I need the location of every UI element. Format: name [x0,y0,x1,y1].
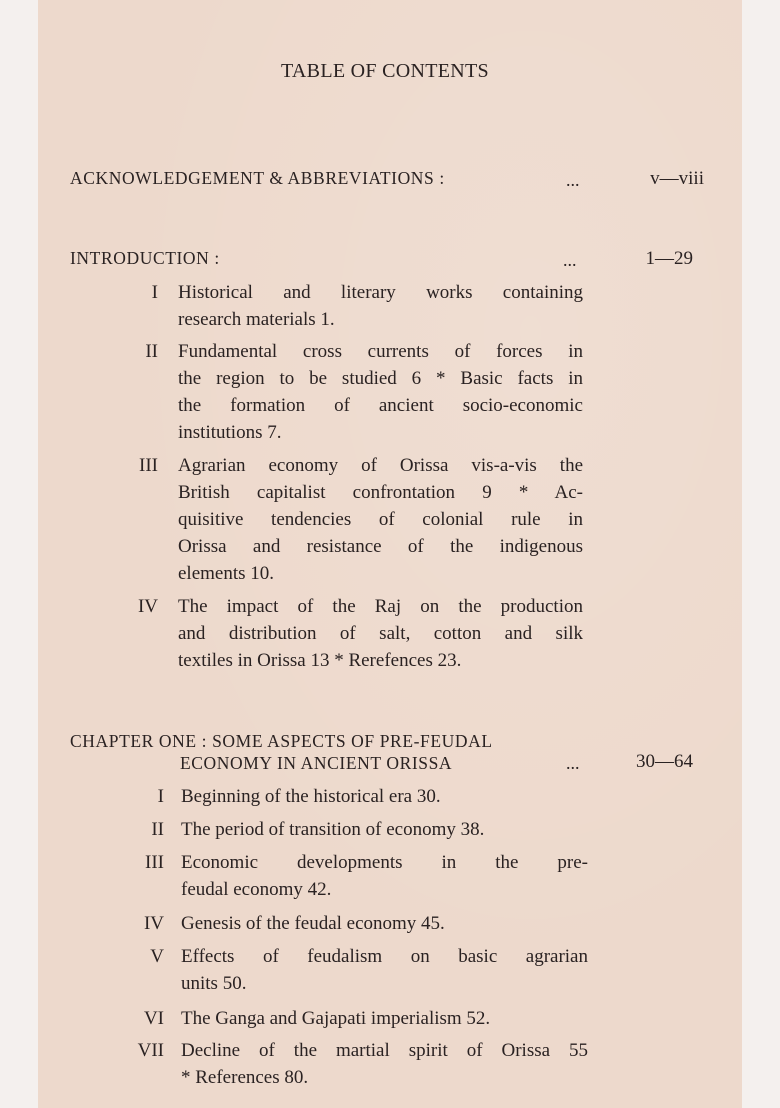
acknowledgement-leader-dots: ... [566,170,580,190]
entry-text-line: units 50. [181,973,247,994]
entry-text-line: Beginning of the historical era 30. [181,786,441,807]
entry-text-line: institutions 7. [178,422,282,443]
entry-text-line: the region to be studied 6 * Basic facts in [178,368,583,389]
entry-text-line: Agrarian economy of Orissa vis-a-vis the [178,455,583,476]
entry-numeral: II [151,819,164,840]
chapter-one-heading: CHAPTER ONE : SOME ASPECTS OF PRE-FEUDAL [70,731,493,751]
entry-numeral: IV [137,596,158,617]
entry-text-line: Genesis of the feudal economy 45. [181,913,445,934]
chapter-one-heading-line2: ECONOMY IN ANCIENT ORISSA [180,753,453,773]
entry-text-line: elements 10. [178,563,275,584]
entry-text-line: Effects of feudalism on basic agrarian [181,946,588,967]
entry-text-line: research materials 1. [178,309,335,330]
entry-text-line: and distribution of salt, cotton and silk [178,623,583,644]
introduction-heading: INTRODUCTION : [70,248,220,268]
chapter-one-pages: 30—64 [636,751,693,772]
entry-numeral: V [150,946,164,967]
chapter-one-leader-dots: ... [566,753,580,773]
entry-numeral: VII [137,1040,164,1061]
entry-numeral: III [145,852,164,873]
entry-numeral: II [145,341,158,362]
introduction-pages: 1—29 [645,248,693,269]
entry-text-line: The Ganga and Gajapati imperialism 52. [181,1008,491,1029]
entry-text-line: feudal economy 42. [181,879,332,900]
entry-text-line: * References 80. [181,1067,309,1088]
entry-text-line: textiles in Orissa 13 * Rerefences 23. [178,650,462,671]
entry-text-line: Historical and literary works containing [178,282,583,303]
entry-text-line: the formation of ancient socio-economic [178,395,583,416]
entry-text-line: quisitive tendencies of colonial rule in [178,509,583,530]
acknowledgement-heading: ACKNOWLEDGEMENT & ABBREVIATIONS : [70,168,445,188]
entry-numeral: III [139,455,158,476]
introduction-leader-dots: ... [563,250,577,270]
entry-text-line: Fundamental cross currents of forces in [178,341,583,362]
entry-text-line: The period of transition of economy 38. [181,819,485,840]
entry-text-line: Economic developments in the pre- [181,852,588,873]
entry-numeral: I [151,282,158,303]
entry-numeral: VI [143,1008,164,1029]
acknowledgement-pages: v—viii [650,168,704,189]
entry-numeral: I [157,786,164,807]
entry-text-line: Decline of the martial spirit of Orissa 55 [181,1040,588,1061]
entry-text-line: Orissa and resistance of the indigenous [178,536,583,557]
entry-text-line: The impact of the Raj on the production [178,596,583,617]
page-title: TABLE OF CONTENTS [281,60,489,82]
entry-text-line: British capitalist confrontation 9 * Ac- [178,482,583,503]
entry-numeral: IV [143,913,164,934]
